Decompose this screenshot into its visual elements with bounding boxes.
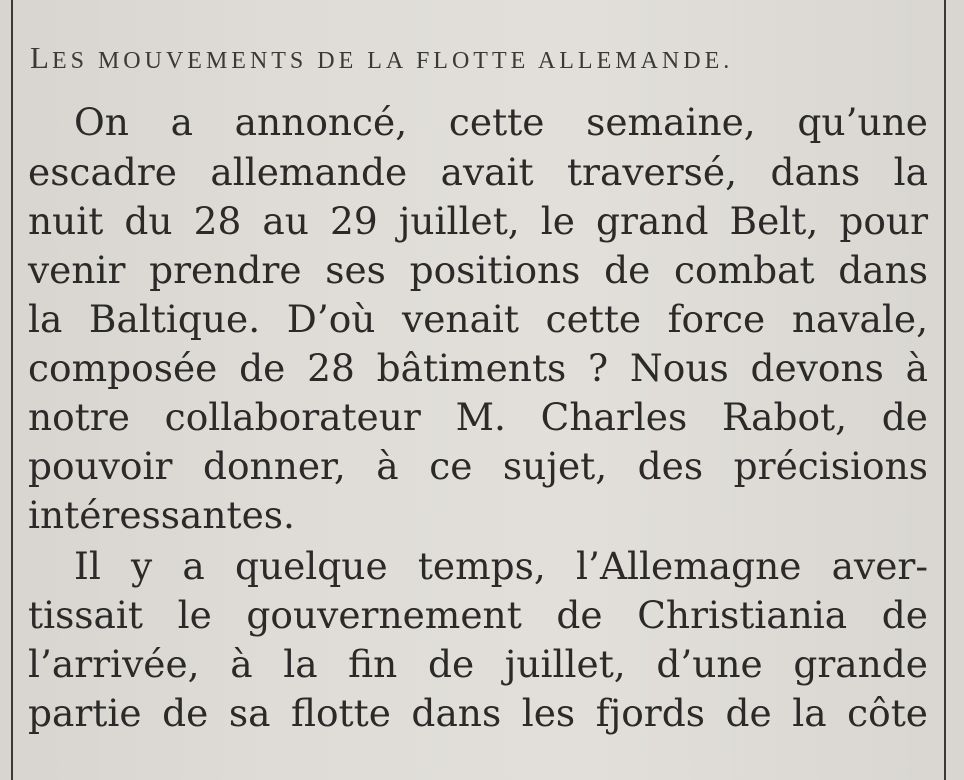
paragraph-1-line-7: notre collaborateur M. Charles Rabot, de [28, 395, 928, 439]
paragraph-1-line-4: venir prendre ses positions de combat dans [28, 248, 928, 292]
paragraph-2-line-3: l’arrivée, à la fin de juillet, d’une grande [28, 642, 928, 686]
column-rule-left [11, 0, 13, 780]
paragraph-1-line-9: intéressantes. [28, 493, 295, 537]
column-rule-right [944, 0, 946, 780]
paragraph-2-line-4: partie de sa flotte dans les fjords de la côte [28, 691, 928, 735]
heading-initial: L [30, 40, 52, 75]
paragraph-1-line-3: nuit du 28 au 29 juillet, le grand Belt, pour [28, 199, 928, 243]
article-heading [30, 40, 930, 76]
heading-rest: ES MOUVEMENTS DE LA FLOTTE ALLEMANDE. [51, 48, 734, 74]
paragraph-2-line-1: Il y a quelque temps, l’Allemagne aver- [74, 544, 928, 588]
paragraph-1-line-6: composée de 28 bâtiments ? Nous devons à [28, 346, 928, 390]
paragraph-1-line-1: On a annoncé, cette semaine, qu’une [74, 100, 928, 144]
paragraph-1-line-5: la Baltique. D’où venait cette force navale, [28, 297, 928, 341]
paragraph-2-line-2: tissait le gouvernement de Christiania de [28, 593, 928, 637]
paragraph-1-line-2: escadre allemande avait traversé, dans la [28, 150, 928, 194]
paragraph-1-line-8: pouvoir donner, à ce sujet, des précisions [28, 444, 928, 488]
